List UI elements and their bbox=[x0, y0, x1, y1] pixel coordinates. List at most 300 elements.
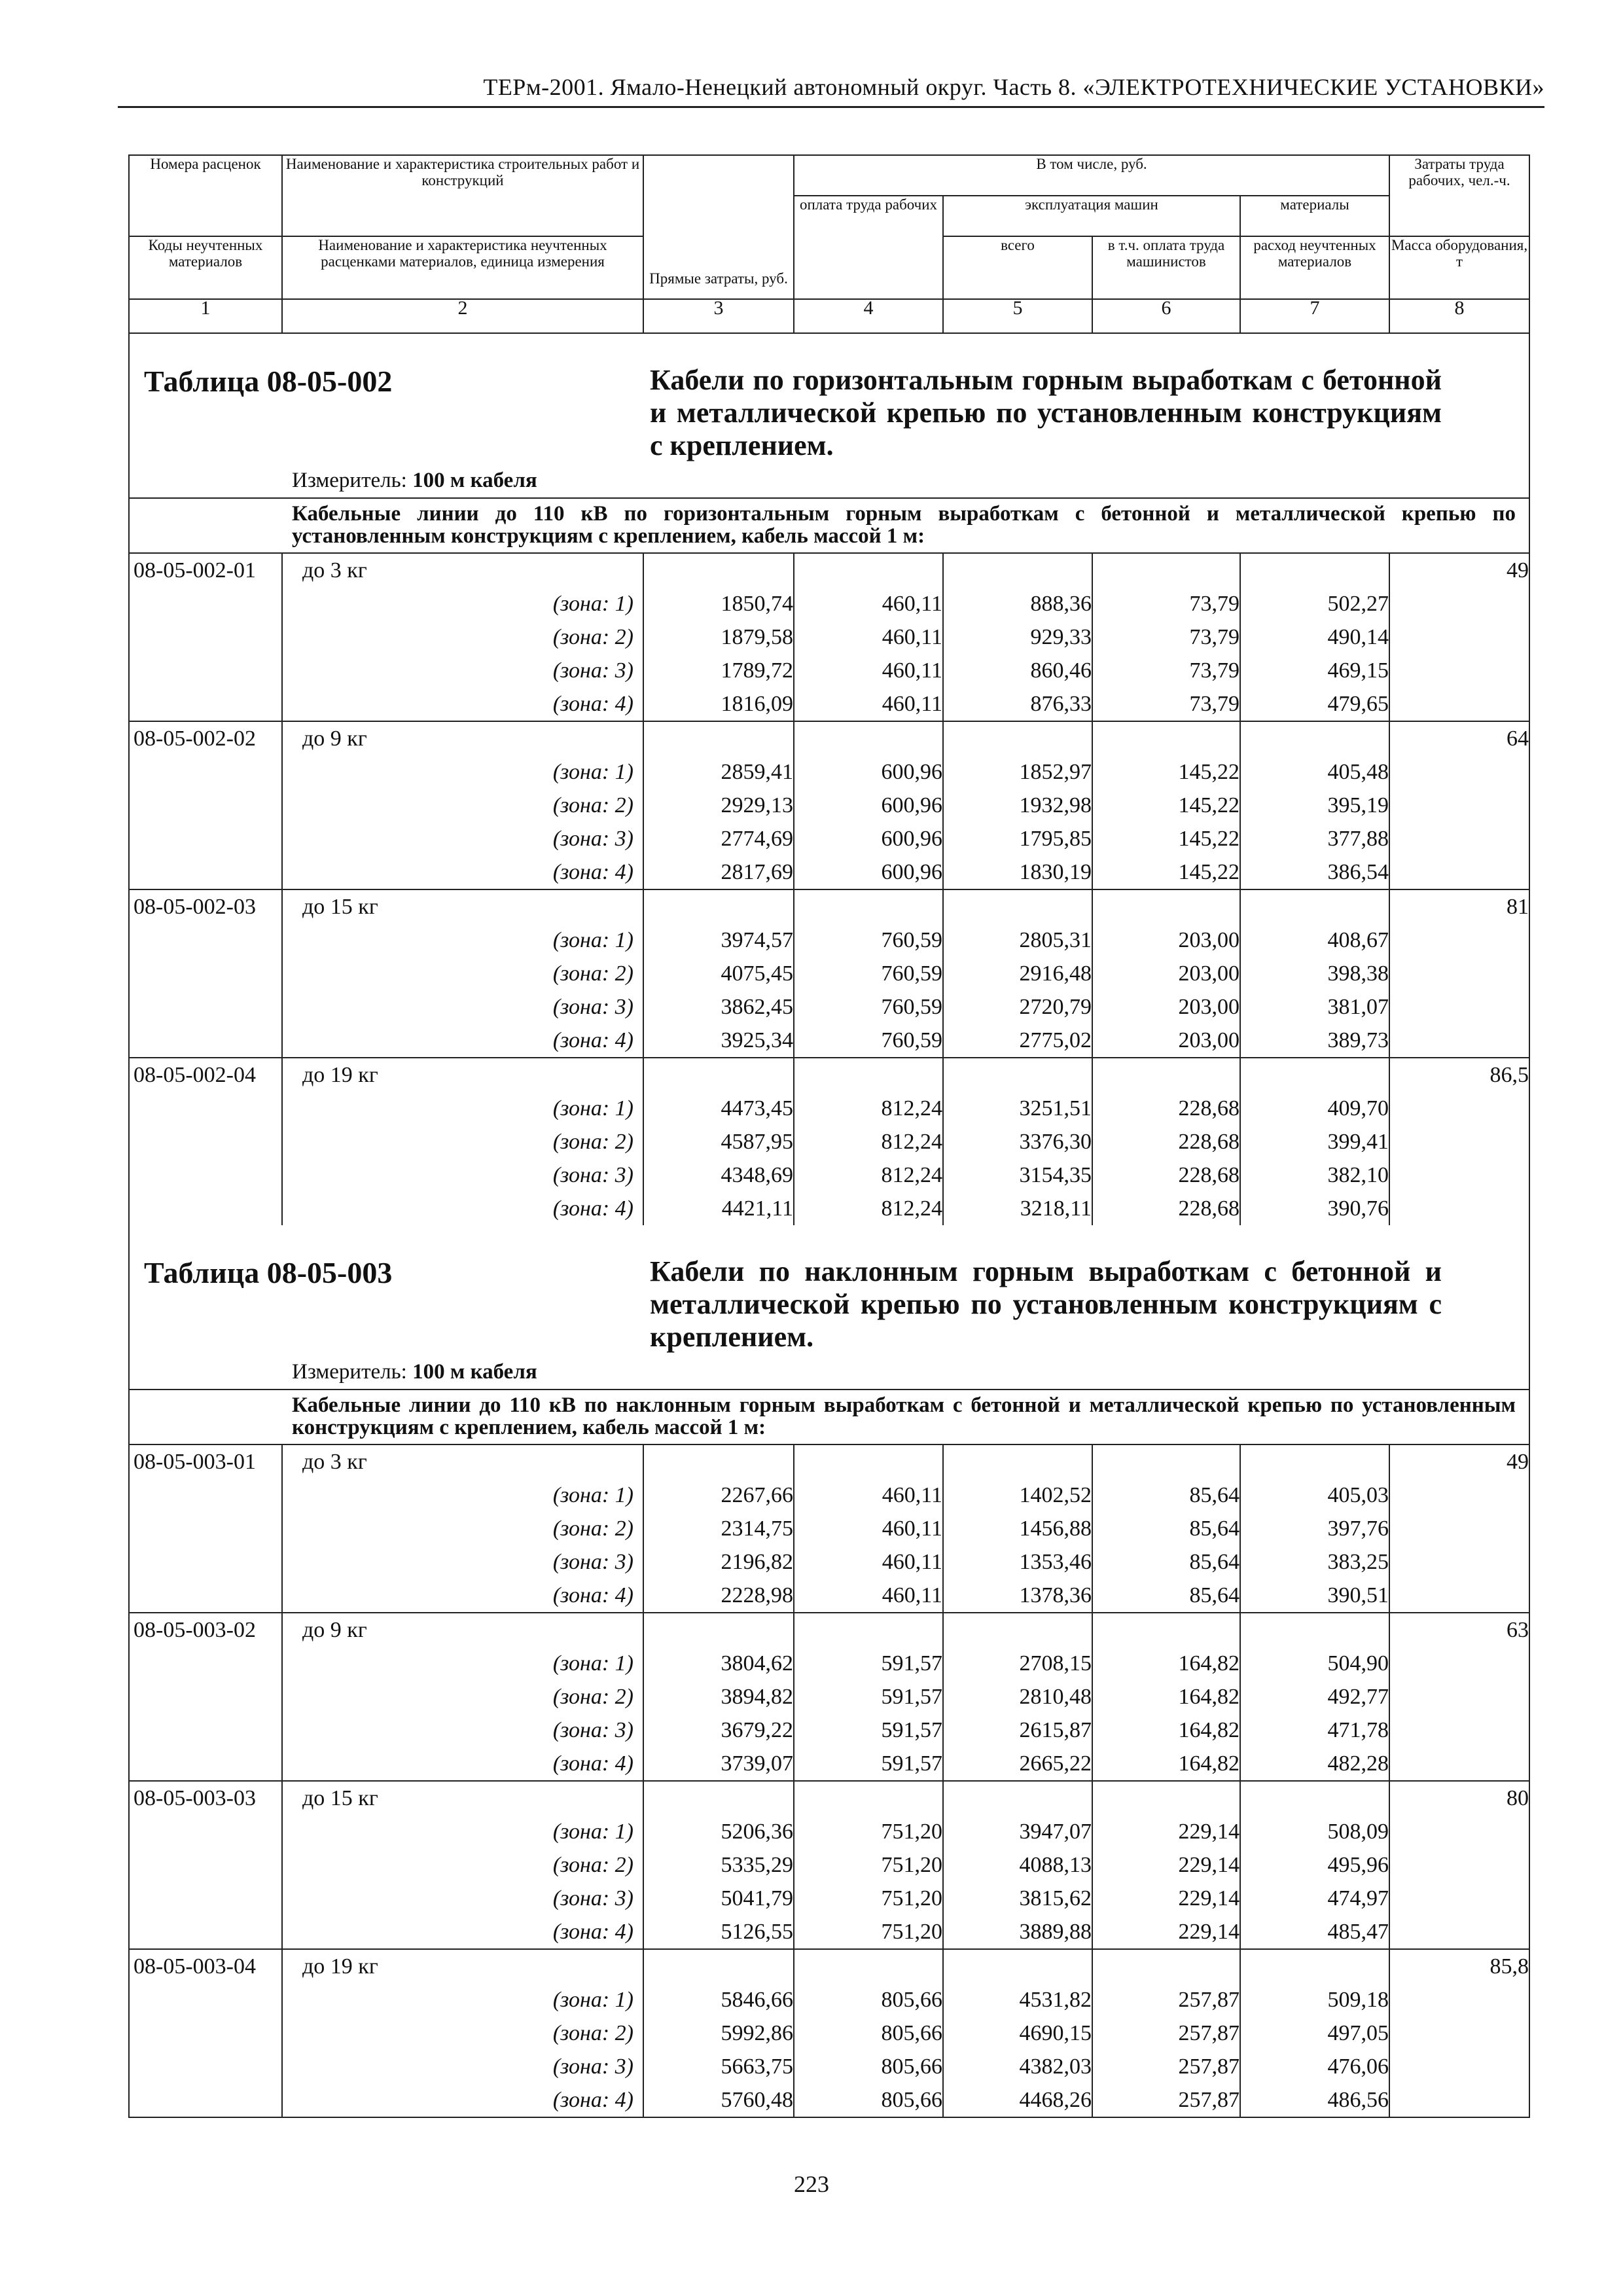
empty-cell bbox=[794, 1781, 943, 1815]
machine-cost: 888,36 bbox=[943, 587, 1092, 620]
empty-cell bbox=[1389, 1579, 1529, 1613]
empty-cell bbox=[1389, 990, 1529, 1024]
machine-cost: 2615,87 bbox=[943, 1713, 1092, 1747]
empty-cell bbox=[643, 553, 794, 587]
col2-header-bottom: Наименование и характеристика неучтенных расценками материалов, единица измерения bbox=[282, 236, 643, 299]
empty-cell bbox=[1389, 1747, 1529, 1781]
empty-cell bbox=[1389, 855, 1529, 889]
direct-cost: 1789,72 bbox=[643, 654, 794, 687]
table-row bbox=[129, 654, 1529, 687]
zone-label: (зона: 4) bbox=[282, 2083, 643, 2117]
machine-cost: 3815,62 bbox=[943, 1882, 1092, 1915]
group-description: Кабельные линии до 110 кВ по наклонным горным выработкам с бетонной и металлической крепью по установленным конструкциям с креплением, кабель массой 1 м: bbox=[292, 1393, 1516, 1439]
empty-cell bbox=[129, 1579, 282, 1613]
materials-cost: 399,41 bbox=[1240, 1125, 1389, 1158]
empty-cell bbox=[1389, 1882, 1529, 1915]
empty-cell bbox=[129, 822, 282, 855]
materials-cost: 476,06 bbox=[1240, 2050, 1389, 2083]
zone-label: (зона: 1) bbox=[282, 1092, 643, 1125]
labor-cost: 86,5 bbox=[1389, 1058, 1529, 1092]
operator-wage: 203,00 bbox=[1092, 990, 1240, 1024]
direct-cost: 4587,95 bbox=[643, 1125, 794, 1158]
table-row bbox=[129, 1848, 1529, 1882]
direct-cost: 5663,75 bbox=[643, 2050, 794, 2083]
materials-cost: 495,96 bbox=[1240, 1848, 1389, 1882]
empty-cell bbox=[129, 957, 282, 990]
labor-cost: 63 bbox=[1389, 1613, 1529, 1647]
materials-cost: 485,47 bbox=[1240, 1915, 1389, 1949]
materials-cost: 405,03 bbox=[1240, 1479, 1389, 1512]
table-row bbox=[129, 1713, 1529, 1747]
machine-cost: 2805,31 bbox=[943, 924, 1092, 957]
column-number: 8 bbox=[1389, 299, 1529, 333]
materials-cost: 497,05 bbox=[1240, 2017, 1389, 2050]
empty-cell bbox=[643, 1444, 794, 1479]
group-row bbox=[129, 498, 1529, 553]
machines-header: эксплуатация машин bbox=[943, 196, 1240, 236]
table-row bbox=[129, 1680, 1529, 1713]
group-cell bbox=[129, 1390, 1529, 1444]
zone-label: (зона: 1) bbox=[282, 1815, 643, 1848]
table-row bbox=[129, 1647, 1529, 1680]
table-row bbox=[129, 755, 1529, 789]
materials-cost: 383,25 bbox=[1240, 1545, 1389, 1579]
empty-cell bbox=[1389, 755, 1529, 789]
worker-wage: 812,24 bbox=[794, 1158, 943, 1192]
worker-wage: 760,59 bbox=[794, 990, 943, 1024]
worker-wage: 805,66 bbox=[794, 2083, 943, 2117]
direct-cost: 2314,75 bbox=[643, 1512, 794, 1545]
machine-cost: 4382,03 bbox=[943, 2050, 1092, 2083]
operator-wage: 73,79 bbox=[1092, 687, 1240, 721]
zone-label: (зона: 2) bbox=[282, 2017, 643, 2050]
operator-wage: 73,79 bbox=[1092, 620, 1240, 654]
operator-wage: 203,00 bbox=[1092, 924, 1240, 957]
empty-cell bbox=[1092, 553, 1240, 587]
direct-cost: 5041,79 bbox=[643, 1882, 794, 1915]
worker-wage: 812,24 bbox=[794, 1092, 943, 1125]
table-measure bbox=[292, 469, 537, 493]
empty-cell bbox=[1389, 1848, 1529, 1882]
empty-cell bbox=[1389, 1713, 1529, 1747]
empty-cell bbox=[129, 1158, 282, 1192]
direct-cost: 1816,09 bbox=[643, 687, 794, 721]
empty-cell bbox=[1389, 2017, 1529, 2050]
running-head: ТЕРм-2001. Ямало-Ненецкий автономный округ. Часть 8. «ЭЛЕКТРОТЕХНИЧЕСКИЕ УСТАНОВКИ» bbox=[483, 74, 1544, 100]
machine-cost: 1795,85 bbox=[943, 822, 1092, 855]
operator-wage: 228,68 bbox=[1092, 1125, 1240, 1158]
operator-wage: 228,68 bbox=[1092, 1092, 1240, 1125]
zone-label: (зона: 4) bbox=[282, 855, 643, 889]
rate-name: до 3 кг bbox=[282, 1444, 643, 1479]
empty-cell bbox=[643, 889, 794, 924]
zone-label: (зона: 2) bbox=[282, 1680, 643, 1713]
rate-code: 08-05-003-01 bbox=[129, 1444, 282, 1479]
running-head-rule bbox=[118, 106, 1544, 108]
empty-cell bbox=[1092, 1613, 1240, 1647]
measure-label: Измеритель: bbox=[292, 1360, 407, 1384]
empty-cell bbox=[129, 1024, 282, 1058]
materials-cost: 390,51 bbox=[1240, 1579, 1389, 1613]
col7-header-top: материалы bbox=[1240, 196, 1389, 236]
empty-cell bbox=[1240, 553, 1389, 587]
empty-cell bbox=[643, 1058, 794, 1092]
machine-cost: 4690,15 bbox=[943, 2017, 1092, 2050]
empty-cell bbox=[1092, 1058, 1240, 1092]
empty-cell bbox=[129, 1915, 282, 1949]
operator-wage: 257,87 bbox=[1092, 2083, 1240, 2117]
table-number: Таблица 08-05-003 bbox=[144, 1256, 393, 1289]
empty-cell bbox=[1240, 1613, 1389, 1647]
worker-wage: 460,11 bbox=[794, 1512, 943, 1545]
empty-cell bbox=[129, 2017, 282, 2050]
worker-wage: 805,66 bbox=[794, 1983, 943, 2017]
materials-cost: 390,76 bbox=[1240, 1192, 1389, 1225]
empty-cell bbox=[129, 620, 282, 654]
table-row bbox=[129, 1092, 1529, 1125]
machine-cost: 3947,07 bbox=[943, 1815, 1092, 1848]
empty-cell bbox=[643, 1781, 794, 1815]
empty-cell bbox=[129, 789, 282, 822]
labor-cost: 49 bbox=[1389, 1444, 1529, 1479]
direct-cost: 2817,69 bbox=[643, 855, 794, 889]
column-number: 3 bbox=[643, 299, 794, 333]
direct-cost: 5992,86 bbox=[643, 2017, 794, 2050]
worker-wage: 751,20 bbox=[794, 1882, 943, 1915]
col4-header: оплата труда рабочих bbox=[794, 196, 943, 299]
machine-cost: 1852,97 bbox=[943, 755, 1092, 789]
machine-cost: 1353,46 bbox=[943, 1545, 1092, 1579]
materials-cost: 502,27 bbox=[1240, 587, 1389, 620]
col2-header-top: Наименование и характеристика строительных работ и конструкций bbox=[282, 155, 643, 236]
table-row bbox=[129, 957, 1529, 990]
col1-header-bottom: Коды неучтенных материалов bbox=[129, 236, 282, 299]
materials-cost: 469,15 bbox=[1240, 654, 1389, 687]
machine-cost: 2720,79 bbox=[943, 990, 1092, 1024]
empty-cell bbox=[129, 1882, 282, 1915]
operator-wage: 229,14 bbox=[1092, 1882, 1240, 1915]
operator-wage: 229,14 bbox=[1092, 1815, 1240, 1848]
empty-cell bbox=[1092, 1444, 1240, 1479]
zone-label: (зона: 3) bbox=[282, 822, 643, 855]
machine-cost: 1932,98 bbox=[943, 789, 1092, 822]
materials-cost: 377,88 bbox=[1240, 822, 1389, 855]
operator-wage: 164,82 bbox=[1092, 1747, 1240, 1781]
direct-cost: 4421,11 bbox=[643, 1192, 794, 1225]
direct-cost: 2228,98 bbox=[643, 1579, 794, 1613]
table-row bbox=[129, 1125, 1529, 1158]
empty-cell bbox=[129, 1815, 282, 1848]
empty-cell bbox=[943, 553, 1092, 587]
empty-cell bbox=[129, 687, 282, 721]
zone-label: (зона: 4) bbox=[282, 1915, 643, 1949]
machine-cost: 4468,26 bbox=[943, 2083, 1092, 2117]
empty-cell bbox=[794, 553, 943, 587]
price-table bbox=[128, 154, 1530, 2118]
zone-label: (зона: 1) bbox=[282, 1479, 643, 1512]
empty-cell bbox=[794, 721, 943, 755]
table-row bbox=[129, 687, 1529, 721]
table-title-row bbox=[129, 333, 1529, 498]
col5-header: всего bbox=[943, 236, 1092, 299]
direct-cost: 5126,55 bbox=[643, 1915, 794, 1949]
table-row bbox=[129, 822, 1529, 855]
direct-cost: 2774,69 bbox=[643, 822, 794, 855]
direct-cost: 3862,45 bbox=[643, 990, 794, 1024]
empty-cell bbox=[1240, 889, 1389, 924]
worker-wage: 460,11 bbox=[794, 1479, 943, 1512]
machine-cost: 3251,51 bbox=[943, 1092, 1092, 1125]
operator-wage: 164,82 bbox=[1092, 1680, 1240, 1713]
labor-cost: 64 bbox=[1389, 721, 1529, 755]
direct-cost: 3925,34 bbox=[643, 1024, 794, 1058]
empty-cell bbox=[1092, 889, 1240, 924]
worker-wage: 460,11 bbox=[794, 654, 943, 687]
direct-cost: 2267,66 bbox=[643, 1479, 794, 1512]
operator-wage: 73,79 bbox=[1092, 654, 1240, 687]
materials-cost: 408,67 bbox=[1240, 924, 1389, 957]
table-row bbox=[129, 789, 1529, 822]
column-numbers bbox=[129, 299, 1529, 333]
worker-wage: 591,57 bbox=[794, 1647, 943, 1680]
direct-cost: 3804,62 bbox=[643, 1647, 794, 1680]
empty-cell bbox=[1389, 1815, 1529, 1848]
empty-cell bbox=[794, 1613, 943, 1647]
empty-cell bbox=[1389, 1158, 1529, 1192]
machine-cost: 3154,35 bbox=[943, 1158, 1092, 1192]
operator-wage: 257,87 bbox=[1092, 2050, 1240, 2083]
table-row bbox=[129, 620, 1529, 654]
empty-cell bbox=[1240, 721, 1389, 755]
operator-wage: 228,68 bbox=[1092, 1158, 1240, 1192]
materials-cost: 409,70 bbox=[1240, 1092, 1389, 1125]
empty-cell bbox=[1389, 1092, 1529, 1125]
zone-label: (зона: 1) bbox=[282, 1983, 643, 2017]
table-measure bbox=[292, 1360, 537, 1384]
zone-label: (зона: 2) bbox=[282, 1848, 643, 1882]
zone-label: (зона: 1) bbox=[282, 1647, 643, 1680]
empty-cell bbox=[129, 1125, 282, 1158]
worker-wage: 760,59 bbox=[794, 957, 943, 990]
table-title-block bbox=[129, 1225, 1529, 1390]
zone-label: (зона: 4) bbox=[282, 1192, 643, 1225]
empty-cell bbox=[1092, 721, 1240, 755]
worker-wage: 600,96 bbox=[794, 755, 943, 789]
empty-cell bbox=[943, 1058, 1092, 1092]
direct-cost: 5206,36 bbox=[643, 1815, 794, 1848]
worker-wage: 591,57 bbox=[794, 1747, 943, 1781]
worker-wage: 805,66 bbox=[794, 2050, 943, 2083]
zone-label: (зона: 4) bbox=[282, 687, 643, 721]
table-title: Кабели по горизонтальным горным выработкам с бетонной и металлической крепью по установленным конструкциям с креплением. bbox=[650, 364, 1442, 461]
empty-cell bbox=[1389, 1192, 1529, 1225]
empty-cell bbox=[129, 587, 282, 620]
machine-cost: 2775,02 bbox=[943, 1024, 1092, 1058]
materials-cost: 492,77 bbox=[1240, 1680, 1389, 1713]
empty-cell bbox=[129, 1983, 282, 2017]
materials-cost: 381,07 bbox=[1240, 990, 1389, 1024]
empty-cell bbox=[1389, 2050, 1529, 2083]
direct-cost: 3739,07 bbox=[643, 1747, 794, 1781]
direct-cost: 3974,57 bbox=[643, 924, 794, 957]
table-row bbox=[129, 1747, 1529, 1781]
worker-wage: 760,59 bbox=[794, 1024, 943, 1058]
operator-wage: 257,87 bbox=[1092, 2017, 1240, 2050]
direct-cost: 5335,29 bbox=[643, 1848, 794, 1882]
operator-wage: 73,79 bbox=[1092, 587, 1240, 620]
col6-header: в т.ч. оплата труда машинистов bbox=[1092, 236, 1240, 299]
table-row bbox=[129, 1915, 1529, 1949]
operator-wage: 229,14 bbox=[1092, 1915, 1240, 1949]
empty-cell bbox=[943, 721, 1092, 755]
worker-wage: 600,96 bbox=[794, 855, 943, 889]
materials-cost: 382,10 bbox=[1240, 1158, 1389, 1192]
table-row bbox=[129, 990, 1529, 1024]
empty-cell bbox=[1389, 1479, 1529, 1512]
empty-cell bbox=[129, 1192, 282, 1225]
empty-cell bbox=[643, 1949, 794, 1983]
rate-name: до 15 кг bbox=[282, 889, 643, 924]
col8-header-bottom: Масса оборудования, т bbox=[1389, 236, 1529, 299]
empty-cell bbox=[794, 1949, 943, 1983]
empty-cell bbox=[794, 1058, 943, 1092]
empty-cell bbox=[943, 1444, 1092, 1479]
materials-cost: 482,28 bbox=[1240, 1747, 1389, 1781]
table-row bbox=[129, 889, 1529, 924]
zone-label: (зона: 4) bbox=[282, 1024, 643, 1058]
machine-cost: 929,33 bbox=[943, 620, 1092, 654]
machine-cost: 1402,52 bbox=[943, 1479, 1092, 1512]
table-row bbox=[129, 1512, 1529, 1545]
zone-label: (зона: 3) bbox=[282, 990, 643, 1024]
machine-cost: 3889,88 bbox=[943, 1915, 1092, 1949]
table-row bbox=[129, 1158, 1529, 1192]
column-number: 5 bbox=[943, 299, 1092, 333]
zone-label: (зона: 3) bbox=[282, 1882, 643, 1915]
table-row bbox=[129, 1444, 1529, 1479]
empty-cell bbox=[129, 654, 282, 687]
zone-label: (зона: 3) bbox=[282, 1158, 643, 1192]
empty-cell bbox=[129, 990, 282, 1024]
materials-cost: 397,76 bbox=[1240, 1512, 1389, 1545]
materials-cost: 479,65 bbox=[1240, 687, 1389, 721]
zone-label: (зона: 2) bbox=[282, 1512, 643, 1545]
table-row bbox=[129, 1479, 1529, 1512]
machine-cost: 1830,19 bbox=[943, 855, 1092, 889]
table-row bbox=[129, 2050, 1529, 2083]
empty-cell bbox=[794, 1444, 943, 1479]
empty-cell bbox=[1389, 822, 1529, 855]
direct-cost: 4075,45 bbox=[643, 957, 794, 990]
rate-name: до 15 кг bbox=[282, 1781, 643, 1815]
zone-label: (зона: 1) bbox=[282, 587, 643, 620]
operator-wage: 228,68 bbox=[1092, 1192, 1240, 1225]
operator-wage: 229,14 bbox=[1092, 1848, 1240, 1882]
table-row bbox=[129, 1983, 1529, 2017]
rate-code: 08-05-003-02 bbox=[129, 1613, 282, 1647]
machine-cost: 3376,30 bbox=[943, 1125, 1092, 1158]
empty-cell bbox=[1389, 924, 1529, 957]
empty-cell bbox=[1389, 2083, 1529, 2117]
empty-cell bbox=[1389, 1024, 1529, 1058]
direct-cost: 1850,74 bbox=[643, 587, 794, 620]
empty-cell bbox=[1240, 1058, 1389, 1092]
table-row bbox=[129, 1949, 1529, 1983]
rate-code: 08-05-003-03 bbox=[129, 1781, 282, 1815]
machine-cost: 2810,48 bbox=[943, 1680, 1092, 1713]
table-row bbox=[129, 1192, 1529, 1225]
empty-cell bbox=[1389, 654, 1529, 687]
rate-code: 08-05-003-04 bbox=[129, 1949, 282, 1983]
materials-cost: 490,14 bbox=[1240, 620, 1389, 654]
materials-cost: 398,38 bbox=[1240, 957, 1389, 990]
empty-cell bbox=[1389, 620, 1529, 654]
empty-cell bbox=[129, 924, 282, 957]
rate-name: до 3 кг bbox=[282, 553, 643, 587]
empty-cell bbox=[1092, 1781, 1240, 1815]
empty-cell bbox=[643, 1613, 794, 1647]
direct-cost: 3679,22 bbox=[643, 1713, 794, 1747]
operator-wage: 85,64 bbox=[1092, 1545, 1240, 1579]
empty-cell bbox=[1389, 957, 1529, 990]
worker-wage: 805,66 bbox=[794, 2017, 943, 2050]
empty-cell bbox=[943, 1949, 1092, 1983]
operator-wage: 85,64 bbox=[1092, 1579, 1240, 1613]
empty-cell bbox=[129, 855, 282, 889]
operator-wage: 145,22 bbox=[1092, 855, 1240, 889]
empty-cell bbox=[129, 1647, 282, 1680]
materials-cost: 486,56 bbox=[1240, 2083, 1389, 2117]
zone-label: (зона: 2) bbox=[282, 620, 643, 654]
materials-cost: 389,73 bbox=[1240, 1024, 1389, 1058]
rate-code: 08-05-002-04 bbox=[129, 1058, 282, 1092]
table-title: Кабели по наклонным горным выработкам с бетонной и металлической крепью по установленным конструкциям с креплением. bbox=[650, 1255, 1442, 1353]
zone-label: (зона: 2) bbox=[282, 957, 643, 990]
empty-cell bbox=[1389, 1545, 1529, 1579]
operator-wage: 164,82 bbox=[1092, 1647, 1240, 1680]
operator-wage: 164,82 bbox=[1092, 1713, 1240, 1747]
empty-cell bbox=[129, 2050, 282, 2083]
empty-cell bbox=[1240, 1781, 1389, 1815]
machine-cost: 2916,48 bbox=[943, 957, 1092, 990]
machine-cost: 876,33 bbox=[943, 687, 1092, 721]
worker-wage: 460,11 bbox=[794, 587, 943, 620]
operator-wage: 203,00 bbox=[1092, 957, 1240, 990]
zone-label: (зона: 3) bbox=[282, 2050, 643, 2083]
rate-code: 08-05-002-01 bbox=[129, 553, 282, 587]
machine-cost: 3218,11 bbox=[943, 1192, 1092, 1225]
empty-cell bbox=[129, 1545, 282, 1579]
worker-wage: 460,11 bbox=[794, 687, 943, 721]
incl-header: В том числе, руб. bbox=[794, 155, 1389, 196]
column-number: 1 bbox=[129, 299, 282, 333]
empty-cell bbox=[1389, 1125, 1529, 1158]
worker-wage: 812,24 bbox=[794, 1192, 943, 1225]
zone-label: (зона: 2) bbox=[282, 789, 643, 822]
empty-cell bbox=[129, 1512, 282, 1545]
empty-cell bbox=[129, 1747, 282, 1781]
labor-cost: 81 bbox=[1389, 889, 1529, 924]
table-body bbox=[129, 333, 1529, 2117]
machine-cost: 1378,36 bbox=[943, 1579, 1092, 1613]
table-row bbox=[129, 587, 1529, 620]
rate-code: 08-05-002-03 bbox=[129, 889, 282, 924]
machine-cost: 2665,22 bbox=[943, 1747, 1092, 1781]
group-description: Кабельные линии до 110 кВ по горизонтальным горным выработкам с бетонной и металлической крепью по установленным конструкциям с креплением, кабель массой 1 м: bbox=[292, 502, 1516, 548]
col1-header-top: Номера расценок bbox=[129, 155, 282, 236]
empty-cell bbox=[129, 2083, 282, 2117]
materials-cost: 471,78 bbox=[1240, 1713, 1389, 1747]
